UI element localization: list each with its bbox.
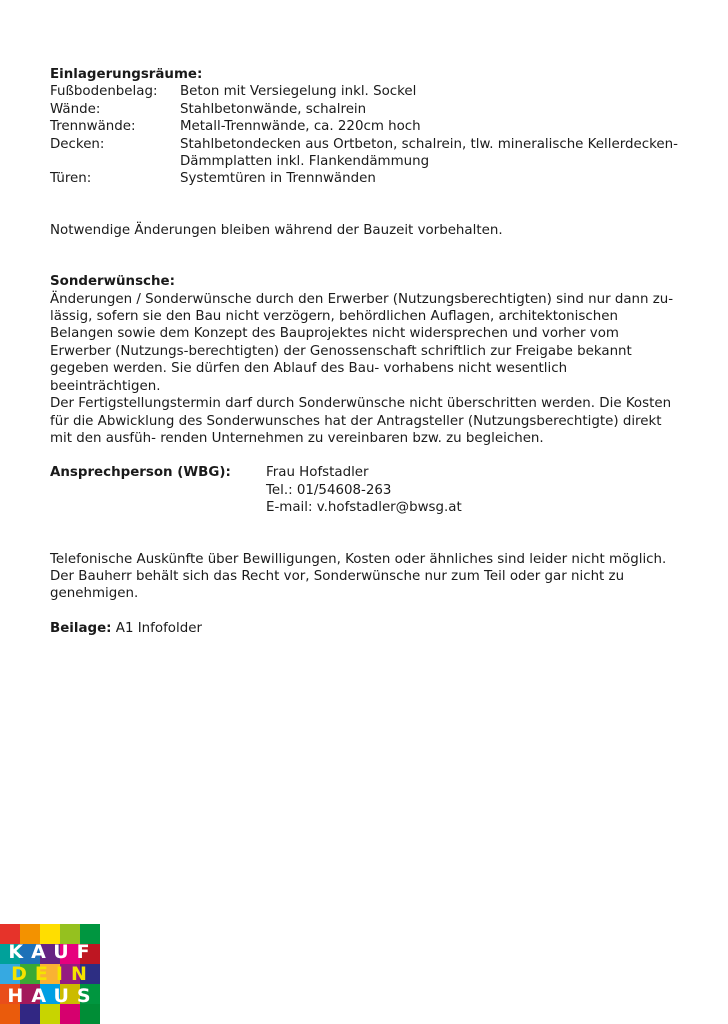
spec-label: Trennwände: [50,119,136,135]
spec-value: Beton mit Versiegelung inkl. Sockel [180,84,417,100]
contact-label: Ansprechperson (WBG): [50,465,231,481]
special-requests-costs: Der Fertigstellungstermin darf durch Sonderwünsche nicht überschritten werden. Die Kosten für die Abwicklung des Sonderwunsches hat der Antragsteller (Nutzungsberechtigte) direkt mit den ausfüh- renden Unternehmen zu vereinbaren bzw. zu begleichen. [50,396,672,446]
spec-label: Türen: [50,171,92,187]
contact-email: E-mail: v.hofstadler@bwsg.at [266,500,462,516]
attachment-value: A1 Infofolder [115,620,202,636]
spec-label: Decken: [50,136,105,152]
contact-phone: Tel.: 01/54608-263 [266,482,392,498]
logo-line: HAUS [7,985,99,1007]
changes-note: Notwendige Änderungen bleiben während der Bauzeit vorbehalten. [50,222,503,238]
spec-row [50,136,680,171]
spec-value: Stahlbetondecken aus Ortbeton, schalrein, tlw. mineralische Kellerdecken-Dämmplatten inkl. Flankendämmung [180,136,678,170]
spec-row [50,101,680,118]
spec-row [50,170,680,187]
spec-value: Systemtüren in Trennwänden [180,171,376,187]
spec-label: Wände: [50,101,101,117]
special-requests-heading: Sonderwünsche: [50,274,175,290]
special-requests-section [50,273,680,447]
info-line: Der Bauherr behält sich das Recht vor, Sonderwünsche nur zum Teil oder gar nicht zu genehmigen. [50,568,625,602]
info-line: Telefonische Auskünfte über Bewilligungen, Kosten oder ähnliches sind leider nicht möglich. [50,551,667,567]
spec-row [50,83,680,100]
logo-text [0,924,100,1024]
logo-line: KAUF [8,941,98,963]
logo-line: DEIN [11,963,95,985]
spec-label: Fußbodenbelag: [50,84,158,100]
spec-value: Stahlbetonwände, schalrein [180,101,367,117]
contact-name: Frau Hofstadler [266,465,369,481]
spec-value: Metall-Trennwände, ca. 220cm hoch [180,119,421,135]
attachment-label: Beilage: [50,620,112,636]
storage-heading: Einlagerungsräume: [50,67,203,82]
kauf-dein-haus-logo [0,924,100,1024]
document-page [50,66,680,637]
contact-details [266,464,462,516]
storage-section [50,66,680,188]
info-section [50,551,680,603]
attachment [50,620,680,637]
special-requests-text: Änderungen / Sonderwünsche durch den Erwerber (Nutzungsberechtigten) sind nur dann zu-lässig, sofern sie den Bau nicht verzögern, behördlichen Auflagen, architektonischen Belangen sowie dem Konzept des Bauprojektes nicht widersprechen und vorher vom Erwerber (Nutzungs-berechtigten) der Genossenschaft schriftlich zur Freigabe bekannt gegeben werden. Sie dürfen den Ablauf des Bau- vorhabens nicht wesentlich beeinträchtigen. [50,291,674,394]
spec-row [50,118,680,135]
contact-section [50,464,680,516]
